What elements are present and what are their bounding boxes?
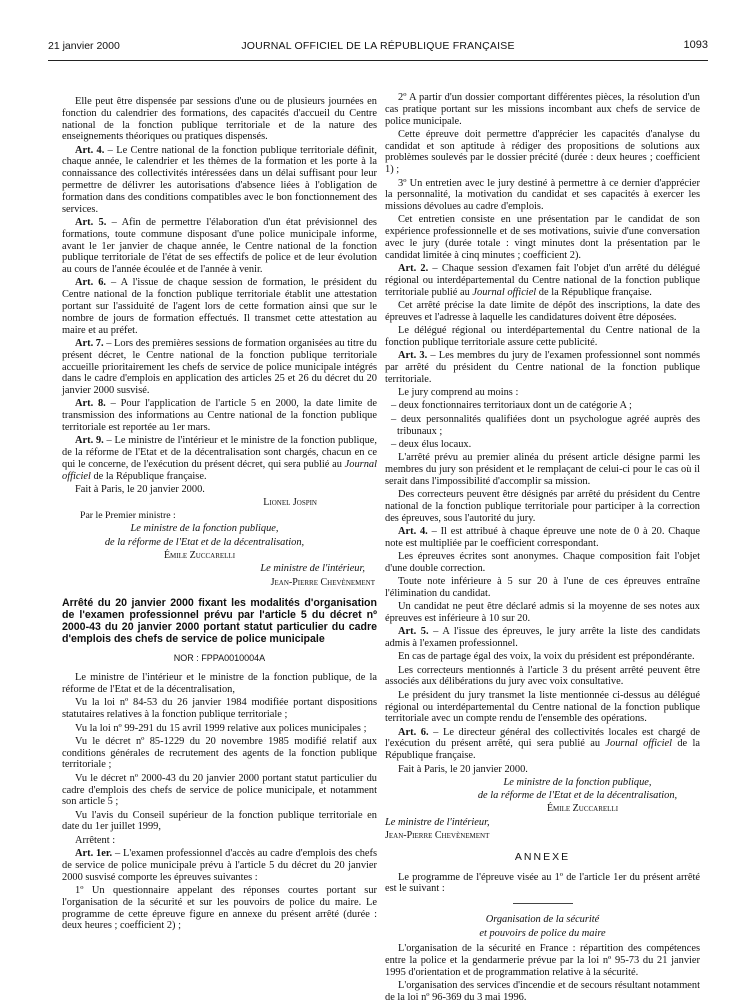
- article-6: [385, 727, 700, 762]
- arrete-title: Arrêté du 20 janvier 2000 fixant les modalités d'organisation de l'examen professionnel prévu par l'article 5 du décret nº 2000-43 du 20 janvier 2000 portant statut particulier du cadre d'emplois des chefs de service de police municipale: [62, 597, 377, 645]
- minister-title: Le ministre de la fonction publique,: [503, 776, 652, 788]
- page-header: [48, 38, 708, 54]
- article-text: – Chaque session d'examen fait l'objet d'un arrêté du délégué régional ou interdépartemental du Centre national de la fonction publique territoriale publié au: [385, 263, 700, 298]
- paragraph: En cas de partage égal des voix, la voix du président est prépondérante.: [398, 651, 695, 663]
- paragraph: Des correcteurs peuvent être désignés par arrêté du président du Centre national de la fonction publique territoriale pour participer à la correction des épreuves, sous l'autorité du jury.: [385, 489, 700, 524]
- journal-ref: Journal officiel: [605, 738, 672, 750]
- article-label: Art. 6.: [398, 726, 429, 738]
- article-text: – Il est attribué à chaque épreuve une note de 0 à 20. Chaque note est multipliée par le coefficient correspondant.: [385, 525, 700, 549]
- article-label: Art. 8.: [75, 398, 106, 410]
- signature-name: Jean-Pierre Chevènement: [385, 830, 490, 842]
- paragraph: 1º Un questionnaire appelant des réponses courtes portant sur l'organisation de la sécurité et sur les pouvoirs de police du maire. Le programme de cette épreuve figure en annexe du présent arrêté (durée : deux heures ; coefficient 2) ;: [62, 884, 377, 932]
- left-column: [62, 96, 377, 934]
- article-label: Art. 5.: [75, 216, 107, 228]
- page-number: 1093: [683, 39, 708, 51]
- article-text: – L'examen professionnel d'accès au cadre d'emplois des chefs de service de police municipale prévu à l'article 5 du décret du 20 janvier 2000 susvisé comporte les épreuves suivantes :: [62, 848, 377, 883]
- minister-title: Le ministre de l'intérieur,: [260, 563, 365, 575]
- paragraph: Cette épreuve doit permettre d'apprécier les capacités d'analyse du candidat et son aptitude à rédiger des propositions de solutions aux problèmes soulevés par le dossier précité (durée : deux heures ; coefficient 1) ;: [385, 128, 700, 176]
- article-label: Art. 7.: [75, 337, 104, 349]
- paragraph: Elle peut être dispensée par sessions d'une ou de plusieurs journées en fonction du calendrier des formations, des capacités d'accueil du Centre national de la fonction publique territoriale et de la nature des enseignements théoriques ou pratiques dispensés.: [62, 96, 377, 143]
- paragraph: 3º Un entretien avec le jury destiné à permettre à ce dernier d'apprécier la personnalité, la motivation du candidat et ses capacités à exercer les missions dévolues au cadre d'emplois.: [385, 177, 700, 213]
- paragraph: Cet arrêté précise la date limite de dépôt des inscriptions, la date des épreuves et l'adresse à laquelle les candidatures doivent être déposées.: [385, 300, 700, 323]
- article-4: [62, 145, 377, 216]
- paragraph: Le jury comprend au moins :: [398, 387, 519, 399]
- signature-name: Lionel Jospin: [263, 497, 317, 509]
- paragraph: Le programme de l'épreuve visée au 1º de l'article 1er du présent arrêté est le suivant :: [385, 871, 700, 895]
- list-item: – deux élus locaux.: [391, 438, 472, 450]
- visa: Vu la loi nº 84-53 du 26 janvier 1984 modifiée portant dispositions statutaires relatives à la fonction publique territoriale ;: [62, 697, 377, 721]
- paragraph: Le délégué régional ou interdépartemental du Centre national de la fonction publique territoriale assure cette publicité.: [385, 325, 700, 348]
- header-rule: [48, 60, 708, 61]
- minister-title: de la réforme de l'Etat et de la décentralisation,: [104, 536, 305, 548]
- article-5: [62, 217, 377, 276]
- article-label: Art. 1er.: [75, 848, 113, 860]
- article-8: [62, 398, 377, 433]
- paragraph: Les épreuves écrites sont anonymes. Chaque composition fait l'objet d'une double correction.: [385, 550, 700, 574]
- signature-name: Jean-Pierre Chevènement: [270, 576, 375, 588]
- journal-title: JOURNAL OFFICIEL DE LA RÉPUBLIQUE FRANÇAISE: [241, 40, 515, 52]
- article-label: Art. 9.: [75, 435, 104, 447]
- article-text: – A l'issue de chaque session de formation, le président du Centre national de la fonction publique territoriale établit une attestation portant sur l'assiduité de l'agent lors de cette formation ainsi que sur le nombre de jours de formation effectués. Il transmet cette attestation au maire et au préfet.: [62, 277, 377, 336]
- paragraph: Les correcteurs mentionnés à l'article 3 du présent arrêté peuvent être associés aux délibérations du jury avec voix consultative.: [385, 664, 700, 688]
- minister-title: Le ministre de la fonction publique,: [130, 523, 279, 535]
- signature-name: Émile Zuccarelli: [546, 803, 619, 815]
- article-text: de la République française.: [536, 286, 652, 298]
- article-text: de la République française.: [90, 470, 207, 482]
- article-2: [385, 263, 700, 298]
- journal-ref: Journal officiel: [472, 286, 537, 298]
- article-1: [62, 848, 377, 883]
- paragraph: Cet entretien consiste en une présentation par le candidat de son expérience professionnelle et de ses motivations, suivie d'une conversation avec le jury (durée totale : vingt minutes dont la présentation par le candidat limitée à cinq minutes ; coefficient 2).: [385, 214, 700, 261]
- fait-a-paris: Fait à Paris, le 20 janvier 2000.: [75, 484, 205, 495]
- article-text: – Le directeur général des collectivités locales est chargé de l'exécution du présent arrêté, qui sera publié au: [385, 726, 700, 750]
- article-text: – Les membres du jury de l'examen professionnel sont nommés par arrêté du président du Centre national de la fonction publique territoriale.: [385, 350, 700, 385]
- article-text: – Le ministre de l'intérieur et le ministre de la fonction publique, de la réforme de l'Etat et de la décentralisation sont chargés, chacun en ce qui le concerne, de l'exécution du présent décret, qui sera publié au: [62, 435, 377, 470]
- article-label: Art. 6.: [75, 277, 106, 289]
- visa: Vu la loi nº 99-291 du 15 avril 1999 relative aux polices municipales ;: [75, 722, 367, 734]
- article-5: [385, 626, 700, 650]
- paragraph: L'organisation des services d'incendie et de secours résultant notamment de la loi nº 96-369 du 3 mai 1996.: [385, 980, 700, 1003]
- visa: Vu l'avis du Conseil supérieur de la fonction publique territoriale en date du 1er juillet 1999,: [62, 809, 377, 833]
- arretent: Arrêtent :: [75, 834, 116, 846]
- article-text: – Pour l'application de l'article 5 en 2000, la date limite de transmission des informations au Centre national de la fonction publique territoriale est reportée au 1er mars.: [62, 398, 377, 434]
- list-item: – deux fonctionnaires territoriaux dont un de catégorie A ;: [391, 400, 632, 412]
- article-text: de la République française.: [385, 738, 700, 762]
- paragraph: Un candidat ne peut être déclaré admis si la moyenne de ses notes aux épreuves est inférieure à 10 sur 20.: [385, 601, 700, 624]
- paragraph: L'organisation de la sécurité en France : répartition des compétences entre la police et la gendarmerie prévue par la loi nº 95-73 du 21 janvier 1995 d'orientation et de programmation relative à la sécurité.: [385, 943, 700, 978]
- paragraph: Toute note inférieure à 5 sur 20 à l'une de ces épreuves entraîne l'élimination du candidat.: [385, 576, 700, 599]
- annexe-heading: ANNEXE: [514, 850, 571, 863]
- article-label: Art. 4.: [398, 525, 428, 537]
- article-label: Art. 4.: [75, 144, 105, 156]
- paragraph: Le président du jury transmet la liste mentionnée ci-dessus au délégué régional ou interdépartemental du Centre national de la fonction publique territoriale avec un compte rendu de l'ensemble des opérations.: [385, 689, 700, 725]
- visa: Vu le décret nº 85-1229 du 20 novembre 1985 modifié relatif aux conditions générales de recrutement des agents de la fonction publique territoriale ;: [62, 735, 377, 771]
- par-premier-ministre: Par le Premier ministre :: [80, 510, 176, 522]
- visa: Le ministre de l'intérieur et le ministre de la fonction publique, de la réforme de l'Etat et de la décentralisation,: [62, 672, 377, 696]
- signature-name: Émile Zuccarelli: [163, 549, 236, 561]
- section-title: Organisation de la sécurité: [485, 914, 600, 926]
- article-label: Art. 5.: [398, 626, 429, 638]
- list-item: – deux personnalités qualifiées dont un psychologue agréé auprès des tribunaux ;: [391, 413, 700, 437]
- section-title: et pouvoirs de police du maire: [479, 927, 606, 939]
- right-column: [385, 92, 700, 1005]
- article-text: – Afin de permettre l'élaboration d'un état prévisionnel des formations, toute commune disposant d'une police municipale informe, avant le 1er janvier de chaque année, le Centre national de la fonction publique territoriale de l'état de ses effectifs de police et de leur évolution au cours de l'année écoulée et de l'année à venir.: [62, 216, 377, 276]
- article-9: [62, 435, 377, 482]
- section-divider: [513, 903, 573, 904]
- article-6: [62, 277, 377, 336]
- journal-ref: Journal officiel: [62, 458, 377, 482]
- article-text: – A l'issue des épreuves, le jury arrête la liste des candidats admis à l'examen professionnel.: [385, 626, 700, 650]
- article-4: [385, 526, 700, 550]
- article-3: [385, 350, 700, 385]
- article-text: – Le Centre national de la fonction publique territoriale définit, chaque année, le calendrier et les thèmes de la formation et les porte à la connaissance des collectivités intéressées dans un délai suffisant pour leur permettre de délivrer les autorisations d'absence liées à l'obligation de formation dans des conditions compatibles avec le bon fonctionnement des services.: [62, 144, 377, 215]
- minister-title: Le ministre de l'intérieur,: [385, 816, 490, 828]
- minister-title: de la réforme de l'Etat et de la décentralisation,: [477, 790, 678, 802]
- article-label: Art. 3.: [398, 350, 428, 362]
- paragraph: 2º A partir d'un dossier comportant différentes pièces, la résolution d'un cas pratique portant sur les missions incombant aux chefs de service de police municipale.: [385, 92, 700, 127]
- fait-a-paris: Fait à Paris, le 20 janvier 2000.: [398, 763, 528, 775]
- article-label: Art. 2.: [398, 263, 429, 275]
- article-7: [62, 338, 377, 397]
- article-text: – Lors des premières sessions de formation organisées au titre du présent décret, le Centre national de la fonction publique territoriale accueille prioritairement les chefs de service de police municipale intégrés dans le cadre d'emplois en application des articles 25 et 26 du décret du 20 janvier 2000 susvisé.: [62, 337, 377, 397]
- nor-reference: NOR : FPPA0010004A: [173, 652, 266, 663]
- visa: Vu le décret nº 2000-43 du 20 janvier 2000 portant statut particulier du cadre d'emplois des chefs de service de police municipale, et notamment son article 5 ;: [62, 772, 377, 808]
- paragraph: L'arrêté prévu au premier alinéa du présent article désigne parmi les membres du jury son président et le remplaçant de celui-ci pour le cas où il serait dans l'impossibilité d'accomplir sa mission.: [385, 452, 700, 487]
- header-date: 21 janvier 2000: [48, 40, 120, 52]
